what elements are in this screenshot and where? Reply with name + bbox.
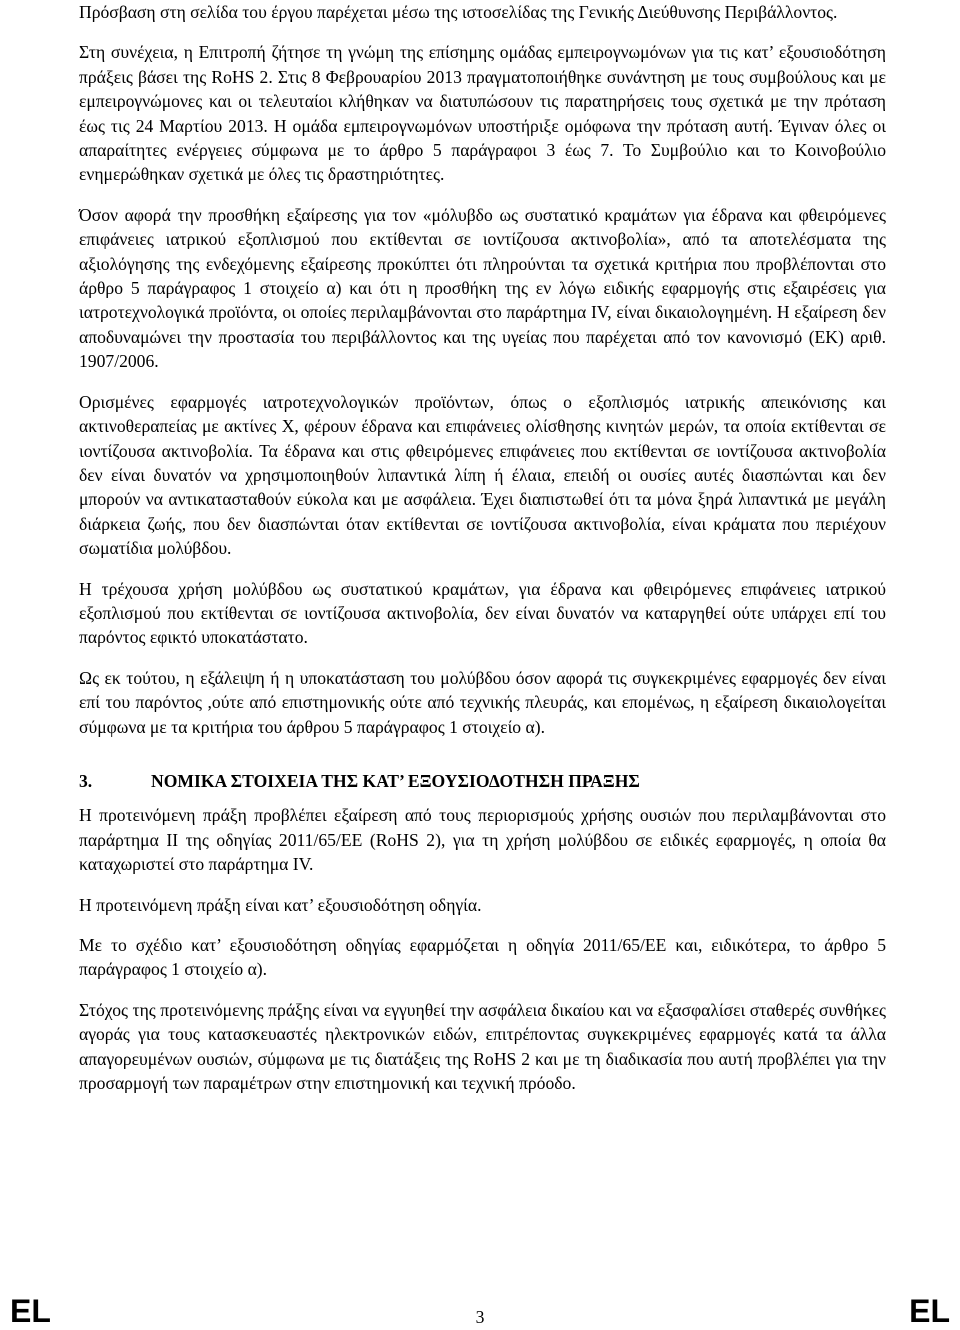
paragraph-proposed-act: Η προτεινόμενη πράξη προβλέπει εξαίρεση από τους περιορισμούς χρήσης ουσιών που περιλαμβάνονται στο παράρτημα II της οδηγίας 2011/65/ΕΕ (RoHS 2), για τη χρήση μολύβδου σε ειδικές εφαρμογές, η οποία θα καταχωριστεί στο παράρτημα IV.: [79, 805, 886, 875]
document-body: [79, 0, 886, 1111]
footer-language-left: EL: [10, 1293, 51, 1329]
section-title: ΝΟΜΙΚΑ ΣΤΟΙΧΕΙΑ ΤΗΣ ΚΑΤ’ ΕΞΟΥΣΙΟΔΟΤΗΣΗ ΠΡΑΞΗΣ: [151, 770, 640, 791]
paragraph-act-type: Η προτεινόμενη πράξη είναι κατ’ εξουσιοδότηση οδηγία.: [79, 894, 482, 915]
paragraph-objective: Στόχος της προτεινόμενης πράξης είναι να εγγυηθεί την ασφάλεια δικαίου και να εξασφαλίσει σταθερές συνθήκες αγοράς για τους κατασκευαστές ηλεκτρονικών ειδών, επιτρέποντας συγκεκριμένες εφαρμογές κατά τα άλλα απαγορευμένων ουσιών, σύμφωνα με τις διατάξεις της RoHS 2 και με τη διαδικασία που αυτή προβλέπει για την προσαρμογή των παραμέτρων στην επιστημονική και τεχνική πρόοδο.: [79, 999, 886, 1094]
paragraph-exemption-assessment: Όσον αφορά την προσθήκη εξαίρεσης για τον «μόλυβδο ως συστατικό κραμάτων για έδρανα και φθειρόμενες επιφάνειες ιατρικού εξοπλισμού που εκτίθενται σε ιοντίζουσα ακτινοβολία», από τα αποτελέσματα της αξιολόγησης της ενδεχόμενης εξαίρεσης προκύπτει ότι πληρούνται τα σχετικά κριτήρια που προβλέπονται στο άρθρο 5 παράγραφος 1 στοιχείο α) και ότι η προσθήκη της εν λόγω ειδικής εφαρμογής στις εξαιρέσεις για ιατροτεχνολογικά προϊόντα, οι οποίες περιλαμβάνονται στο παράρτημα IV, είναι δικαιολογημένη. Η εξαίρεση δεν αποδυναμώνει την προστασία του περιβάλλοντος και της υγείας που παρέχεται από τον κανονισμό (ΕΚ) αριθ. 1907/2006.: [79, 204, 886, 372]
paragraph-project-access: Πρόσβαση στη σελίδα του έργου παρέχεται μέσω της ιστοσελίδας της Γενικής Διεύθυνσης Περιβάλλοντος.: [79, 2, 838, 22]
section-number: 3.: [79, 770, 93, 791]
footer-language-right: EL: [909, 1293, 950, 1329]
section-heading: [79, 769, 886, 793]
paragraph-legal-basis: Με το σχέδιο κατ’ εξουσιοδότηση οδηγίας εφαρμόζεται η οδηγία 2011/65/ΕΕ και, ειδικότερα, το άρθρο 5 παράγραφος 1 στοιχείο α).: [79, 935, 886, 980]
paragraph-justification: Ως εκ τούτου, η εξάλειψη ή η υποκατάσταση του μολύβδου όσον αφορά τις συγκεκριμένες εφαρμογές δεν είναι επί του παρόντος ,ούτε από επιστημονικής ούτε από τεχνικής πλευράς, και επομένως, η εξαίρεση δικαιολογείται σύμφωνα με τα κριτήρια του άρθρου 5 παράγραφος 1 στοιχείο α).: [79, 667, 886, 737]
paragraph-expert-group: Στη συνέχεια, η Επιτροπή ζήτησε τη γνώμη της επίσημης ομάδας εμπειρογνωμόνων για τις κατ’ εξουσιοδότηση πράξεις βάσει της RoHS 2. Στις 8 Φεβρουαρίου 2013 πραγματοποιήθηκε συνάντηση με τους συμβούλους και με εμπειρογνώμονες και οι τελευταίοι κλήθηκαν να διατυπώσουν τις παρατηρήσεις τους σχετικά με την πρόταση έως τις 24 Μαρτίου 2013. Η ομάδα εμπειρογνωμόνων υποστήριξε ομόφωνα την πρόταση αυτή. Έγιναν όλες οι απαραίτητες ενέργειες σύμφωνα με το άρθρο 5 παράγραφοι 3 έως 7. Το Συμβούλιο και το Κοινοβούλιο ενημερώθηκαν σχετικά με όλες τις δραστηριότητες.: [79, 42, 886, 185]
paragraph-current-use: Η τρέχουσα χρήση μολύβδου ως συστατικού κραμάτων, για έδρανα και φθειρόμενες επιφάνειες ιατρικού εξοπλισμού που εκτίθενται σε ιοντίζουσα ακτινοβολία, δεν είναι δυνατόν να καταργηθεί ούτε υπάρχει επί του παρόντος εφικτό υποκατάστατο.: [79, 578, 886, 648]
page-number: 3: [475, 1307, 485, 1327]
paragraph-medical-applications: Ορισμένες εφαρμογές ιατροτεχνολογικών προϊόντων, όπως ο εξοπλισμός ιατρικής απεικόνισης και ακτινοθεραπείας με ακτίνες X, φέρουν έδρανα και επιφάνειες ολίσθησης κινητών μερών, τα οποία εκτίθενται σε ιοντίζουσα ακτινοβολία. Τα έδρανα και στις φθειρόμενες επιφάνειες που εκτίθενται σε ιοντίζουσα ακτινοβολία δεν είναι δυνατόν να χρησιμοποιηθούν λιπαντικά λίπη ή έλαια, επειδή οι ουσίες αυτές διασπώνται και δεν μπορούν να αντικατασταθούν εύκολα και με ασφάλεια. Έχει διαπιστωθεί ότι τα μόνα ξηρά λιπαντικά με μεγάλη διάρκεια ζωής, που δεν διασπώνται όταν εκτίθενται σε ιοντίζουσα ακτινοβολία, είναι κράματα που περιέχουν σωματίδια μολύβδου.: [79, 391, 886, 559]
